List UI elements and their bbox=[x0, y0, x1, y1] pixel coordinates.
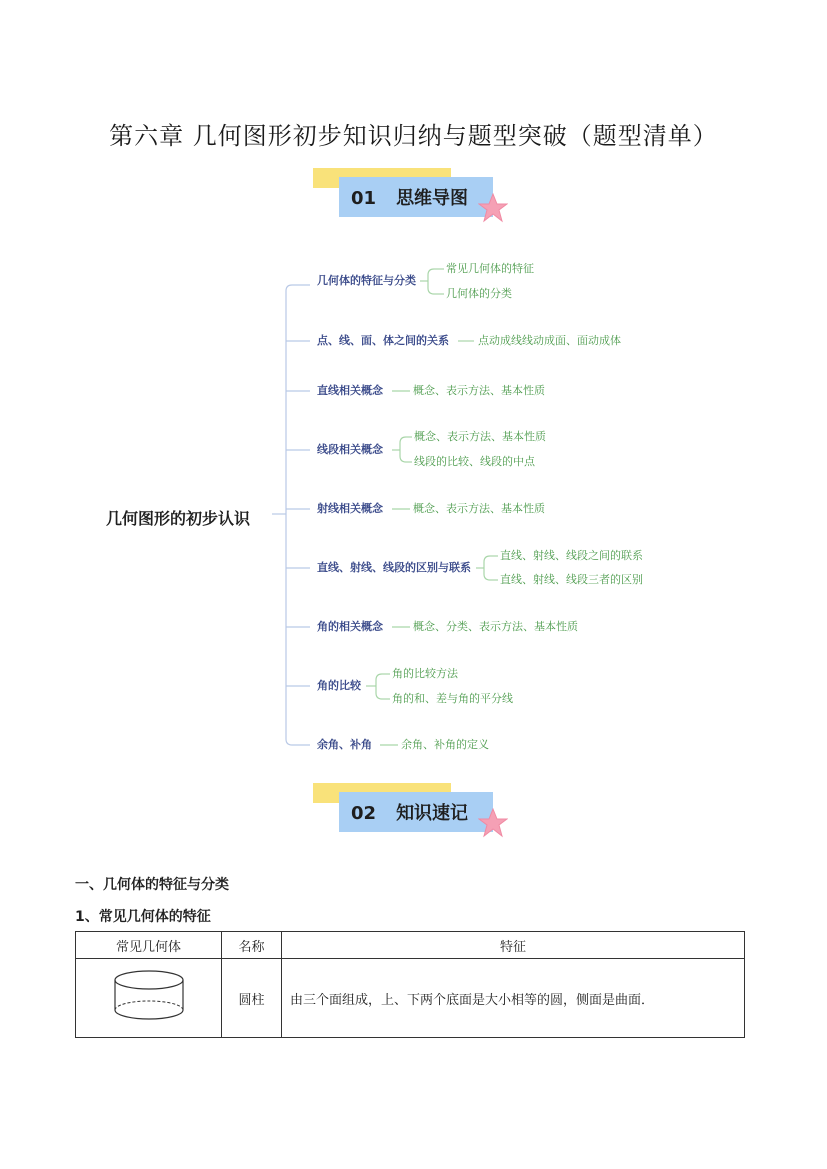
banner-label bbox=[351, 799, 468, 825]
mind-map-branch: 点、线、面、体之间的关系 bbox=[317, 334, 449, 347]
mind-map-branch: 余角、补角 bbox=[317, 738, 372, 751]
star-icon bbox=[478, 808, 508, 838]
mind-map-branch: 角的相关概念 bbox=[317, 620, 383, 633]
banner-number: 02 bbox=[351, 803, 377, 824]
mind-map-leaf: 概念、表示方法、基本性质 bbox=[413, 502, 545, 515]
mind-map-branch: 几何体的特征与分类 bbox=[317, 274, 416, 287]
subsection-heading: 1、常见几何体的特征 bbox=[75, 909, 211, 925]
mind-map-root: 几何图形的初步认识 bbox=[106, 509, 251, 528]
banner-text: 思维导图 bbox=[396, 188, 469, 209]
mind-map-leaf: 直线、射线、线段三者的区别 bbox=[500, 573, 643, 586]
mind-map-branch: 线段相关概念 bbox=[317, 443, 383, 456]
mind-map-leaf: 常见几何体的特征 bbox=[446, 262, 534, 275]
shape-name: 圆柱 bbox=[222, 959, 282, 1038]
banner-knowledge bbox=[310, 783, 510, 845]
mind-map-branch: 直线相关概念 bbox=[317, 384, 383, 397]
features-table bbox=[75, 931, 745, 1038]
table-header: 名称 bbox=[222, 932, 282, 959]
cylinder-cell bbox=[76, 959, 222, 1038]
page-title: 第六章 几何图形初步知识归纳与题型突破（题型清单） bbox=[109, 122, 718, 150]
banner-text: 知识速记 bbox=[396, 803, 469, 824]
section-heading: 一、几何体的特征与分类 bbox=[75, 877, 229, 893]
mind-map-branch: 直线、射线、线段的区别与联系 bbox=[317, 561, 471, 574]
table-header-row bbox=[76, 932, 745, 959]
mind-map-leaf: 线段的比较、线段的中点 bbox=[414, 455, 535, 468]
mind-map-leaf: 直线、射线、线段之间的联系 bbox=[500, 549, 643, 562]
table-header: 特征 bbox=[282, 932, 745, 959]
mind-map-branch: 射线相关概念 bbox=[317, 502, 383, 515]
mind-map-leaf: 概念、表示方法、基本性质 bbox=[414, 430, 546, 443]
cylinder-icon bbox=[111, 968, 187, 1024]
mind-map-leaf: 概念、分类、表示方法、基本性质 bbox=[413, 620, 578, 633]
table-row bbox=[76, 959, 745, 1038]
banner-number: 01 bbox=[351, 188, 377, 209]
mind-map-leaf: 余角、补角的定义 bbox=[401, 738, 489, 751]
mind-map-leaf: 角的和、差与角的平分线 bbox=[392, 692, 513, 705]
mind-map-leaf: 角的比较方法 bbox=[392, 667, 458, 680]
mind-map-leaf: 概念、表示方法、基本性质 bbox=[413, 384, 545, 397]
mind-map-branch: 角的比较 bbox=[317, 679, 361, 692]
mind-map-leaf: 几何体的分类 bbox=[446, 287, 512, 300]
shape-feature: 由三个面组成，上、下两个底面是大小相等的圆，侧面是曲面． bbox=[282, 959, 745, 1038]
table-header: 常见几何体 bbox=[76, 932, 222, 959]
mind-map-leaf: 点动成线线动成面、面动成体 bbox=[478, 334, 621, 347]
